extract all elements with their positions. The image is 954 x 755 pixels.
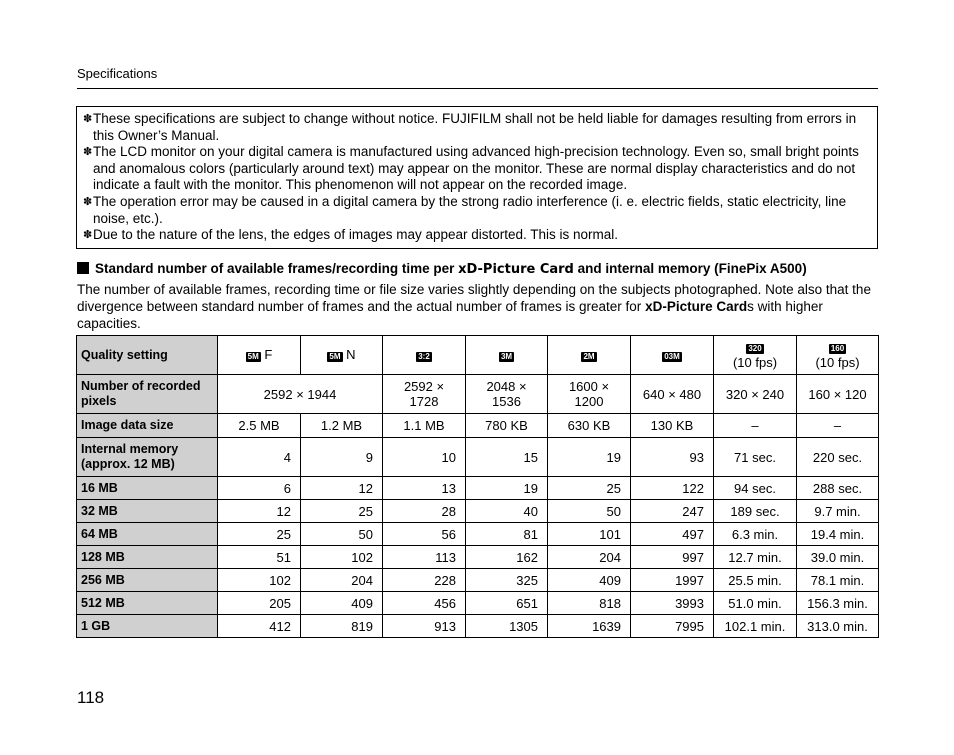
table-row (77, 438, 879, 477)
quality-5m-icon: 5M (247, 352, 259, 361)
pixels-cell: 2048 × 1536 (466, 375, 548, 414)
size-cell: 1.1 MB (383, 414, 466, 438)
table-cell: 94 sec. (714, 477, 797, 500)
capacity-rows (77, 438, 879, 638)
table-cell: 19 (548, 438, 631, 477)
table-cell: 156.3 min. (797, 592, 879, 615)
spec-table (76, 335, 879, 638)
row-header: 64 MB (77, 523, 218, 546)
section-heading (77, 261, 807, 277)
table-cell: 913 (383, 615, 466, 638)
table-cell: 101 (548, 523, 631, 546)
table-row (77, 569, 879, 592)
table-cell: 1997 (631, 569, 714, 592)
row-header: 256 MB (77, 569, 218, 592)
note-item (83, 144, 871, 194)
table-cell: 78.1 min. (797, 569, 879, 592)
pixels-cell: 2592 × 1944 (218, 375, 383, 414)
table-cell: 15 (466, 438, 548, 477)
table-cell: 4 (218, 438, 301, 477)
row-header: 1 GB (77, 615, 218, 638)
table-cell: 204 (301, 569, 383, 592)
quality-3-2-icon: 3:2 (418, 352, 430, 361)
table-cell: 1305 (466, 615, 548, 638)
table-cell: 51 (218, 546, 301, 569)
table-cell: 7995 (631, 615, 714, 638)
table-cell: 220 sec. (797, 438, 879, 477)
table-cell: 71 sec. (714, 438, 797, 477)
quality-cell (631, 336, 714, 375)
table-cell: 162 (466, 546, 548, 569)
pixels-cell: 160 × 120 (797, 375, 879, 414)
quality-label: (10 fps) (815, 355, 860, 370)
heading-post: and internal memory (FinePix A500) (573, 261, 807, 276)
table-cell: 81 (466, 523, 548, 546)
table-cell: 288 sec. (797, 477, 879, 500)
quality-cell (218, 336, 301, 375)
quality-label: N (346, 347, 356, 362)
table-cell: 39.0 min. (797, 546, 879, 569)
size-cell: – (797, 414, 879, 438)
asterisk-icon: ✽ (83, 195, 93, 208)
asterisk-icon: ✽ (83, 113, 93, 125)
table-cell: 325 (466, 569, 548, 592)
table-cell: 102.1 min. (714, 615, 797, 638)
table-cell: 10 (383, 438, 466, 477)
quality-cell (797, 336, 879, 375)
pixels-cell: 320 × 240 (714, 375, 797, 414)
size-row (77, 414, 879, 438)
page-header (77, 66, 878, 89)
quality-label: F (264, 347, 273, 362)
size-cell: 1.2 MB (301, 414, 383, 438)
asterisk-icon: ✽ (83, 146, 93, 159)
pixels-cell: 640 × 480 (631, 375, 714, 414)
table-cell: 25 (218, 523, 301, 546)
table-cell: 19.4 min. (797, 523, 879, 546)
table-cell: 56 (383, 523, 466, 546)
quality-3m-icon: 3M (500, 352, 513, 361)
heading-xd-card: xD-Picture Card (458, 262, 574, 277)
table-cell: 113 (383, 546, 466, 569)
table-row (77, 615, 879, 638)
movie-160-icon: 160 (830, 344, 845, 353)
table-cell: 9.7 min. (797, 500, 879, 523)
table-cell: 997 (631, 546, 714, 569)
note-text: These specifications are subject to change without notice. FUJIFILM shall not be held liable for damages resulting from errors in this Owner’s Manual. (93, 111, 857, 143)
row-header: Internal memory (approx. 12 MB) (77, 438, 218, 477)
quality-cell (714, 336, 797, 375)
table-cell: 228 (383, 569, 466, 592)
table-row (77, 592, 879, 615)
table-cell: 456 (383, 592, 466, 615)
intro-pre: The number of available frames, recording time or file size varies slightly depending on the subjects photographed. Note also that the divergence between standard number of frames and the actual number of frames is greater for (77, 282, 871, 314)
table-cell: 12 (301, 477, 383, 500)
table-cell: 409 (301, 592, 383, 615)
quality-5m-icon: 5M (329, 352, 341, 361)
table-cell: 102 (301, 546, 383, 569)
quality-cell (301, 336, 383, 375)
table-cell: 6.3 min. (714, 523, 797, 546)
table-cell: 205 (218, 592, 301, 615)
note-item (83, 194, 871, 227)
quality-label: (10 fps) (732, 355, 778, 370)
row-header: 128 MB (77, 546, 218, 569)
table-cell: 19 (466, 477, 548, 500)
size-cell: 780 KB (466, 414, 548, 438)
table-row (77, 523, 879, 546)
note-item (83, 111, 871, 144)
quality-row (77, 336, 879, 375)
quality-2m-icon: 2M (583, 352, 595, 361)
intro-paragraph (77, 281, 879, 332)
table-cell: 25 (301, 500, 383, 523)
table-row (77, 546, 879, 569)
table-cell: 409 (548, 569, 631, 592)
table-cell: 122 (631, 477, 714, 500)
table-cell: 247 (631, 500, 714, 523)
quality-cell (383, 336, 466, 375)
row-header: 16 MB (77, 477, 218, 500)
quality-03m-icon: 03M (664, 352, 680, 361)
page-number: 118 (77, 688, 105, 707)
table-cell: 50 (548, 500, 631, 523)
intro-post: s with higher capacities. (77, 299, 823, 331)
table-cell: 819 (301, 615, 383, 638)
size-header: Image data size (77, 414, 218, 438)
table-cell: 818 (548, 592, 631, 615)
intro-xd-card: xD-Picture Card (645, 299, 748, 314)
pixels-cell: 1600 × 1200 (548, 375, 631, 414)
header-title: Specifications (77, 66, 158, 81)
table-cell: 6 (218, 477, 301, 500)
table-cell: 51.0 min. (714, 592, 797, 615)
table-cell: 93 (631, 438, 714, 477)
quality-cell (548, 336, 631, 375)
square-bullet-icon (77, 262, 89, 274)
table-cell: 412 (218, 615, 301, 638)
table-cell: 13 (383, 477, 466, 500)
table-cell: 102 (218, 569, 301, 592)
table-cell: 651 (466, 592, 548, 615)
heading-pre: Standard number of available frames/recording time per (95, 261, 459, 276)
table-cell: 12 (218, 500, 301, 523)
size-cell: 630 KB (548, 414, 631, 438)
row-header: 32 MB (77, 500, 218, 523)
table-cell: 25 (548, 477, 631, 500)
table-cell: 313.0 min. (797, 615, 879, 638)
asterisk-icon: ✽ (83, 229, 93, 242)
size-cell: 2.5 MB (218, 414, 301, 438)
table-cell: 12.7 min. (714, 546, 797, 569)
note-text: The operation error may be caused in a digital camera by the strong radio interference (i. e. electric fields, static electricity, line noise, etc.). (93, 193, 847, 226)
table-row (77, 477, 879, 500)
quality-setting-header: Quality setting (77, 336, 218, 375)
table-row (77, 500, 879, 523)
table-cell: 50 (301, 523, 383, 546)
pixels-header: Number of recorded pixels (77, 375, 218, 414)
table-cell: 189 sec. (714, 500, 797, 523)
table-cell: 204 (548, 546, 631, 569)
table-cell: 1639 (548, 615, 631, 638)
table-cell: 3993 (631, 592, 714, 615)
movie-320-icon: 320 (748, 344, 762, 353)
pixels-cell: 2592 × 1728 (383, 375, 466, 414)
size-cell: 130 KB (631, 414, 714, 438)
pixels-row (77, 375, 879, 414)
table-cell: 25.5 min. (714, 569, 797, 592)
note-item (83, 227, 871, 244)
note-text: The LCD monitor on your digital camera is manufactured using advanced high-precision technology. Even so, small bright points and anomalous colors (particularly around text) may appear on the monitor. These are normal display characteristics and do not indicate a fault with the monitor. This phenomenon will not appear on the recorded image. (93, 144, 859, 193)
table-cell: 497 (631, 523, 714, 546)
notes-box (76, 106, 878, 249)
size-cell: – (714, 414, 797, 438)
quality-cell (466, 336, 548, 375)
table-cell: 9 (301, 438, 383, 477)
table-cell: 40 (466, 500, 548, 523)
row-header: 512 MB (77, 592, 218, 615)
note-text: Due to the nature of the lens, the edges of images may appear distorted. This is normal. (93, 227, 619, 243)
table-cell: 28 (383, 500, 466, 523)
